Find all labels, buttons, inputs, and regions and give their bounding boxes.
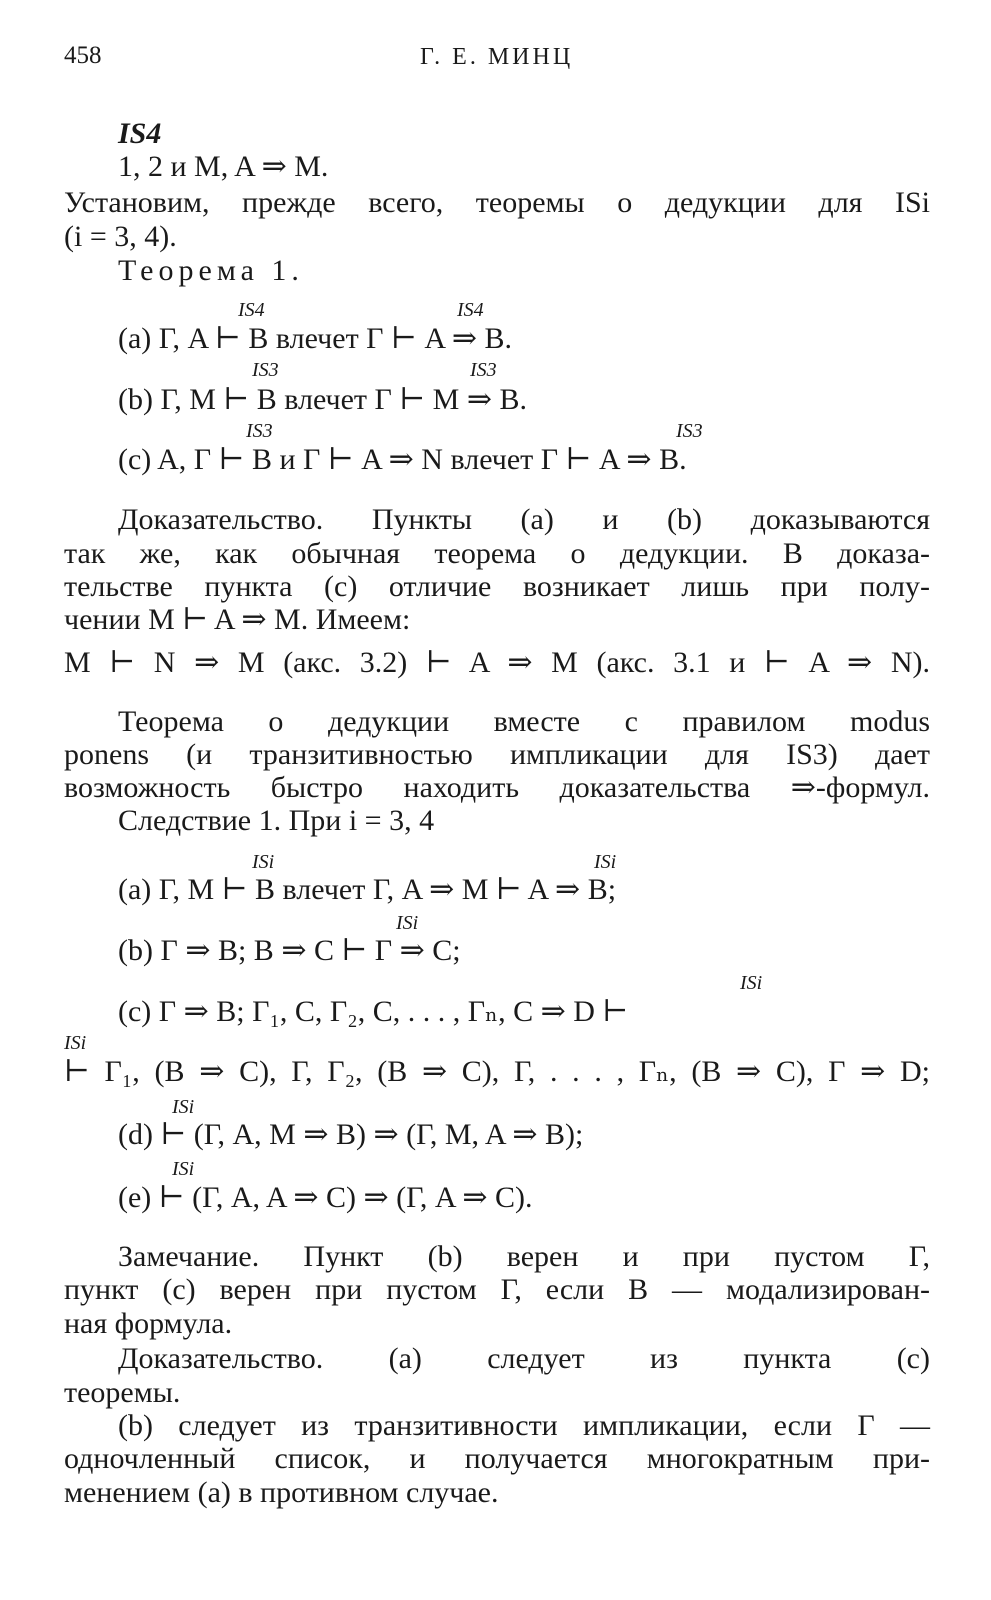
formula-line: M ⊢ N ⇒ M (акс. 3.2) ⊢ A ⇒ M (акс. 3.1 и ⊢ A ⇒ N). bbox=[64, 646, 930, 679]
text-line: Установим, прежде всего, теоремы о дедукции для ISi bbox=[64, 186, 930, 219]
corollary-item-c-continued: ⊢ Γ₁, (B ⇒ C), Γ, Γ₂, (B ⇒ C), Γ, . . . , Γₙ, (B ⇒ C), Γ ⇒ D; bbox=[64, 1055, 930, 1088]
running-header-author: Г. Е. МИНЦ bbox=[420, 44, 574, 70]
text-line: чении M ⊢ A ⇒ M. Имеем: bbox=[64, 603, 411, 636]
theorem-title: Теорема 1. bbox=[118, 254, 304, 287]
corollary-item-e: (e) ⊢ (Γ, A, A ⇒ C) ⇒ (Γ, A ⇒ C). bbox=[118, 1181, 533, 1214]
turnstile-superscript: IS3 bbox=[470, 359, 497, 381]
corollary-item-c: (c) Γ ⇒ B; Γ₁, C, Γ₂, C, . . . , Γₙ, C ⇒ D ⊢ bbox=[118, 995, 629, 1028]
turnstile-superscript: IS4 bbox=[238, 299, 265, 321]
theorem-item-c: (c) A, Γ ⊢ B и Γ ⊢ A ⇒ N влечет Γ ⊢ A ⇒ B. bbox=[118, 443, 687, 476]
text-line: (b) следует из транзитивности импликации, если Γ — bbox=[118, 1409, 930, 1442]
section-heading: IS4 bbox=[118, 117, 162, 150]
corollary-item-d: (d) ⊢ (Γ, A, M ⇒ B) ⇒ (Γ, M, A ⇒ B); bbox=[118, 1118, 584, 1151]
turnstile-superscript: ISi bbox=[594, 851, 617, 873]
text-line: (i = 3, 4). bbox=[64, 220, 177, 253]
text-line: Теорема о дедукции вместе с правилом modus bbox=[118, 705, 930, 738]
text-line: Доказательство. (a) следует из пункта (c) bbox=[118, 1342, 930, 1375]
text-line: ная формула. bbox=[64, 1307, 233, 1340]
text-line: Доказательство. Пункты (a) и (b) доказываются bbox=[118, 503, 930, 536]
turnstile-superscript: ISi bbox=[396, 912, 419, 934]
text-line: менением (a) в противном случае. bbox=[64, 1476, 499, 1509]
text-line: пункт (c) верен при пустом Γ, если B — модализирован- bbox=[64, 1273, 930, 1306]
text-line: теоремы. bbox=[64, 1376, 181, 1409]
text-line: так же, как обычная теорема о дедукции. В доказа- bbox=[64, 537, 930, 570]
corollary-title: Следствие 1. При i = 3, 4 bbox=[118, 804, 435, 837]
text-line: одночленный список, и получается многократным при- bbox=[64, 1442, 930, 1475]
corollary-item-a: (a) Γ, M ⊢ B влечет Γ, A ⇒ M ⊢ A ⇒ B; bbox=[118, 873, 617, 906]
turnstile-superscript: ISi bbox=[740, 972, 763, 994]
turnstile-superscript: ISi bbox=[64, 1032, 87, 1054]
theorem-item-a: (a) Γ, A ⊢ B влечет Γ ⊢ A ⇒ B. bbox=[118, 322, 512, 355]
turnstile-superscript: IS3 bbox=[252, 359, 279, 381]
turnstile-superscript: ISi bbox=[172, 1096, 195, 1118]
page-number: 458 bbox=[64, 42, 102, 69]
turnstile-superscript: ISi bbox=[252, 851, 275, 873]
text-line: тельстве пункта (c) отличие возникает лишь при полу- bbox=[64, 570, 930, 603]
text-line: Замечание. Пункт (b) верен и при пустом Γ, bbox=[118, 1240, 930, 1273]
text-line: ponens (и транзитивностью импликации для IS3) дает bbox=[64, 738, 930, 771]
corollary-item-b: (b) Γ ⇒ B; B ⇒ C ⊢ Γ ⇒ C; bbox=[118, 934, 461, 967]
theorem-item-b: (b) Γ, M ⊢ B влечет Γ ⊢ M ⇒ B. bbox=[118, 383, 527, 416]
text-line: возможность быстро находить доказательства ⇒-формул. bbox=[64, 771, 930, 804]
turnstile-superscript: IS3 bbox=[676, 420, 703, 442]
text-line: 1, 2 и M, A ⇒ M. bbox=[118, 150, 329, 183]
turnstile-superscript: ISi bbox=[172, 1158, 195, 1180]
turnstile-superscript: IS4 bbox=[457, 299, 484, 321]
turnstile-superscript: IS3 bbox=[246, 420, 273, 442]
